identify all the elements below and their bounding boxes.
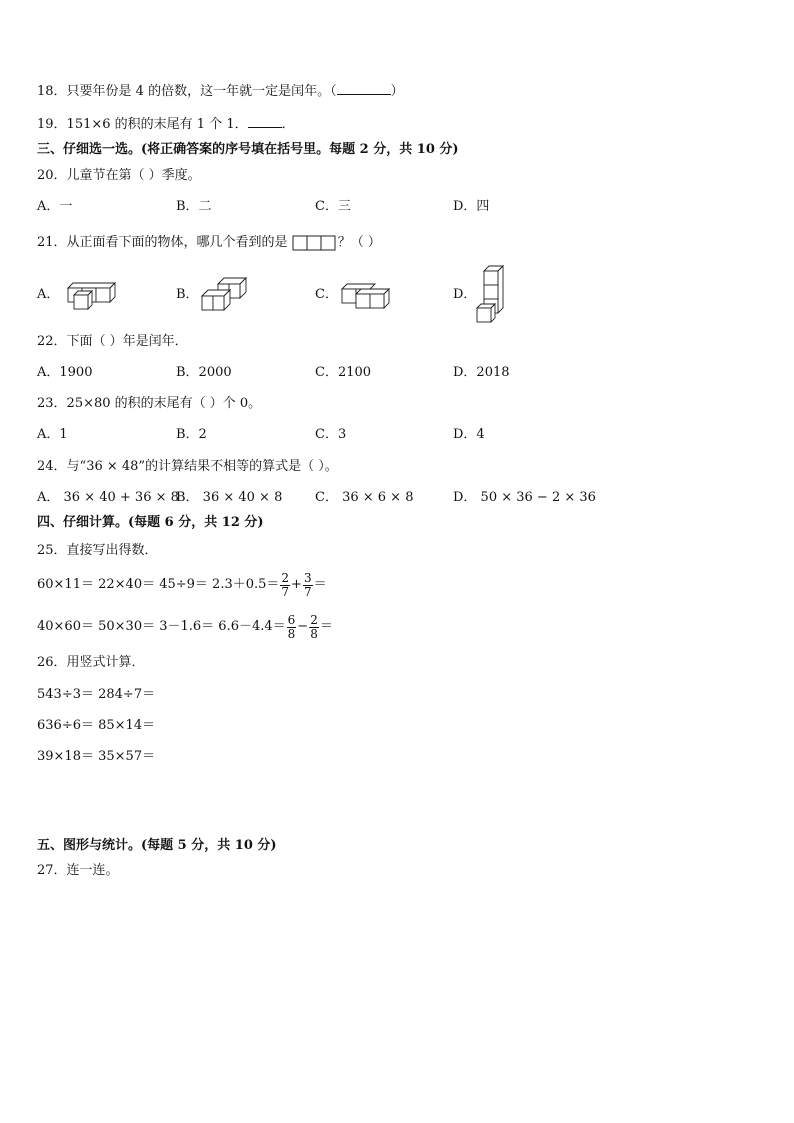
question-26-stem: 26．用竖式计算． bbox=[37, 655, 145, 670]
cube-figure-c-icon bbox=[340, 280, 390, 312]
question-24-stem: 24．与“36 × 48”的计算结果不相等的算式是（ ）。 bbox=[37, 459, 338, 474]
question-20-stem: 20．儿童节在第（ ）季度。 bbox=[37, 168, 201, 183]
option-d[interactable]: D．4 bbox=[453, 427, 485, 442]
option-d[interactable]: D．四 bbox=[453, 199, 490, 214]
cube-figure-a-icon bbox=[62, 278, 122, 312]
section-5-heading: 五、图形与统计。(每题 5 分，共 10 分) bbox=[37, 838, 277, 853]
cube-figure-d-icon bbox=[474, 264, 508, 326]
fraction: $\frac{2}{7}$ bbox=[281, 570, 290, 599]
question-22-stem: 22．下面（ ）年是闰年． bbox=[37, 334, 188, 349]
option-b[interactable]: B．2000 bbox=[176, 365, 232, 380]
option-d[interactable]: D．2018 bbox=[453, 365, 510, 380]
fraction: $\frac{3}{7}$ bbox=[303, 570, 312, 599]
question-21-text: 21．从正面看下面的物体，哪几个看到的是 bbox=[37, 235, 288, 250]
option-b[interactable]: B． 36 × 40 × 8 bbox=[176, 490, 283, 505]
front-view-three-squares-icon bbox=[292, 235, 338, 251]
option-a[interactable]: A． 36 × 40 + 36 × 8 bbox=[37, 490, 179, 505]
answer-blank[interactable] bbox=[248, 115, 282, 128]
option-b[interactable]: B．二 bbox=[176, 199, 212, 214]
option-a[interactable]: A．1900 bbox=[37, 365, 93, 380]
question-25-stem: 25．直接写出得数． bbox=[37, 543, 158, 558]
question-19 bbox=[37, 115, 295, 134]
vertical-calc-row: 39×18＝ 35×57＝ bbox=[37, 749, 156, 764]
fraction: $\frac{6}{8}$ bbox=[287, 612, 296, 641]
calc-row-1: 60×11＝ 22×40＝ 45÷9＝ 2.3＋0.5＝ $\frac{2}{7}$ + $\frac{3}{7}$ ＝ bbox=[37, 570, 327, 599]
answer-blank[interactable] bbox=[337, 82, 391, 95]
cube-figure-b-icon bbox=[200, 276, 252, 312]
question-19-end: ． bbox=[281, 117, 295, 132]
option-b-label[interactable]: B． bbox=[176, 287, 199, 302]
option-c[interactable]: C．3 bbox=[315, 427, 347, 442]
section-3-heading: 三、仔细选一选。(将正确答案的序号填在括号里。每题 2 分，共 10 分) bbox=[37, 142, 459, 157]
question-18-close: ） bbox=[390, 84, 404, 99]
question-18 bbox=[37, 82, 404, 101]
question-21-paren: ？（ ） bbox=[337, 235, 381, 250]
option-c-label[interactable]: C． bbox=[315, 287, 338, 302]
option-c[interactable]: C． 36 × 6 × 8 bbox=[315, 490, 414, 505]
question-27-stem: 27．连一连。 bbox=[37, 863, 119, 878]
vertical-calc-row: 636÷6＝ 85×14＝ bbox=[37, 718, 156, 733]
calc-row-2-expressions: 40×60＝ 50×30＝ 3－1.6＝ 6.6－4.4＝ bbox=[37, 619, 286, 634]
vertical-calc-row: 543÷3＝ 284÷7＝ bbox=[37, 687, 156, 702]
option-d-label[interactable]: D． bbox=[453, 287, 477, 302]
option-b[interactable]: B．2 bbox=[176, 427, 207, 442]
option-c[interactable]: C．三 bbox=[315, 199, 351, 214]
option-d[interactable]: D． 50 × 36 − 2 × 36 bbox=[453, 490, 596, 505]
option-a[interactable]: A．一 bbox=[37, 199, 73, 214]
section-4-heading: 四、仔细计算。(每题 6 分，共 12 分) bbox=[37, 515, 264, 530]
question-19-text: 19．151×6 的积的末尾有 1 个 1． bbox=[37, 117, 248, 132]
question-21-stem bbox=[37, 234, 381, 252]
calc-row-1-expressions: 60×11＝ 22×40＝ 45÷9＝ 2.3＋0.5＝ bbox=[37, 577, 280, 592]
question-18-text: 18．只要年份是 4 的倍数，这一年就一定是闰年。（ bbox=[37, 84, 337, 99]
option-a-label[interactable]: A． bbox=[37, 287, 60, 302]
fraction: $\frac{2}{8}$ bbox=[310, 612, 318, 641]
option-a[interactable]: A．1 bbox=[37, 427, 68, 442]
question-23-stem: 23．25×80 的积的末尾有（ ）个 0。 bbox=[37, 396, 262, 411]
option-c[interactable]: C．2100 bbox=[315, 365, 372, 380]
calc-row-2: 40×60＝ 50×30＝ 3－1.6＝ 6.6－4.4＝ $\frac{6}{8}$ − $\frac{2}{8}$ ＝ bbox=[37, 612, 333, 641]
